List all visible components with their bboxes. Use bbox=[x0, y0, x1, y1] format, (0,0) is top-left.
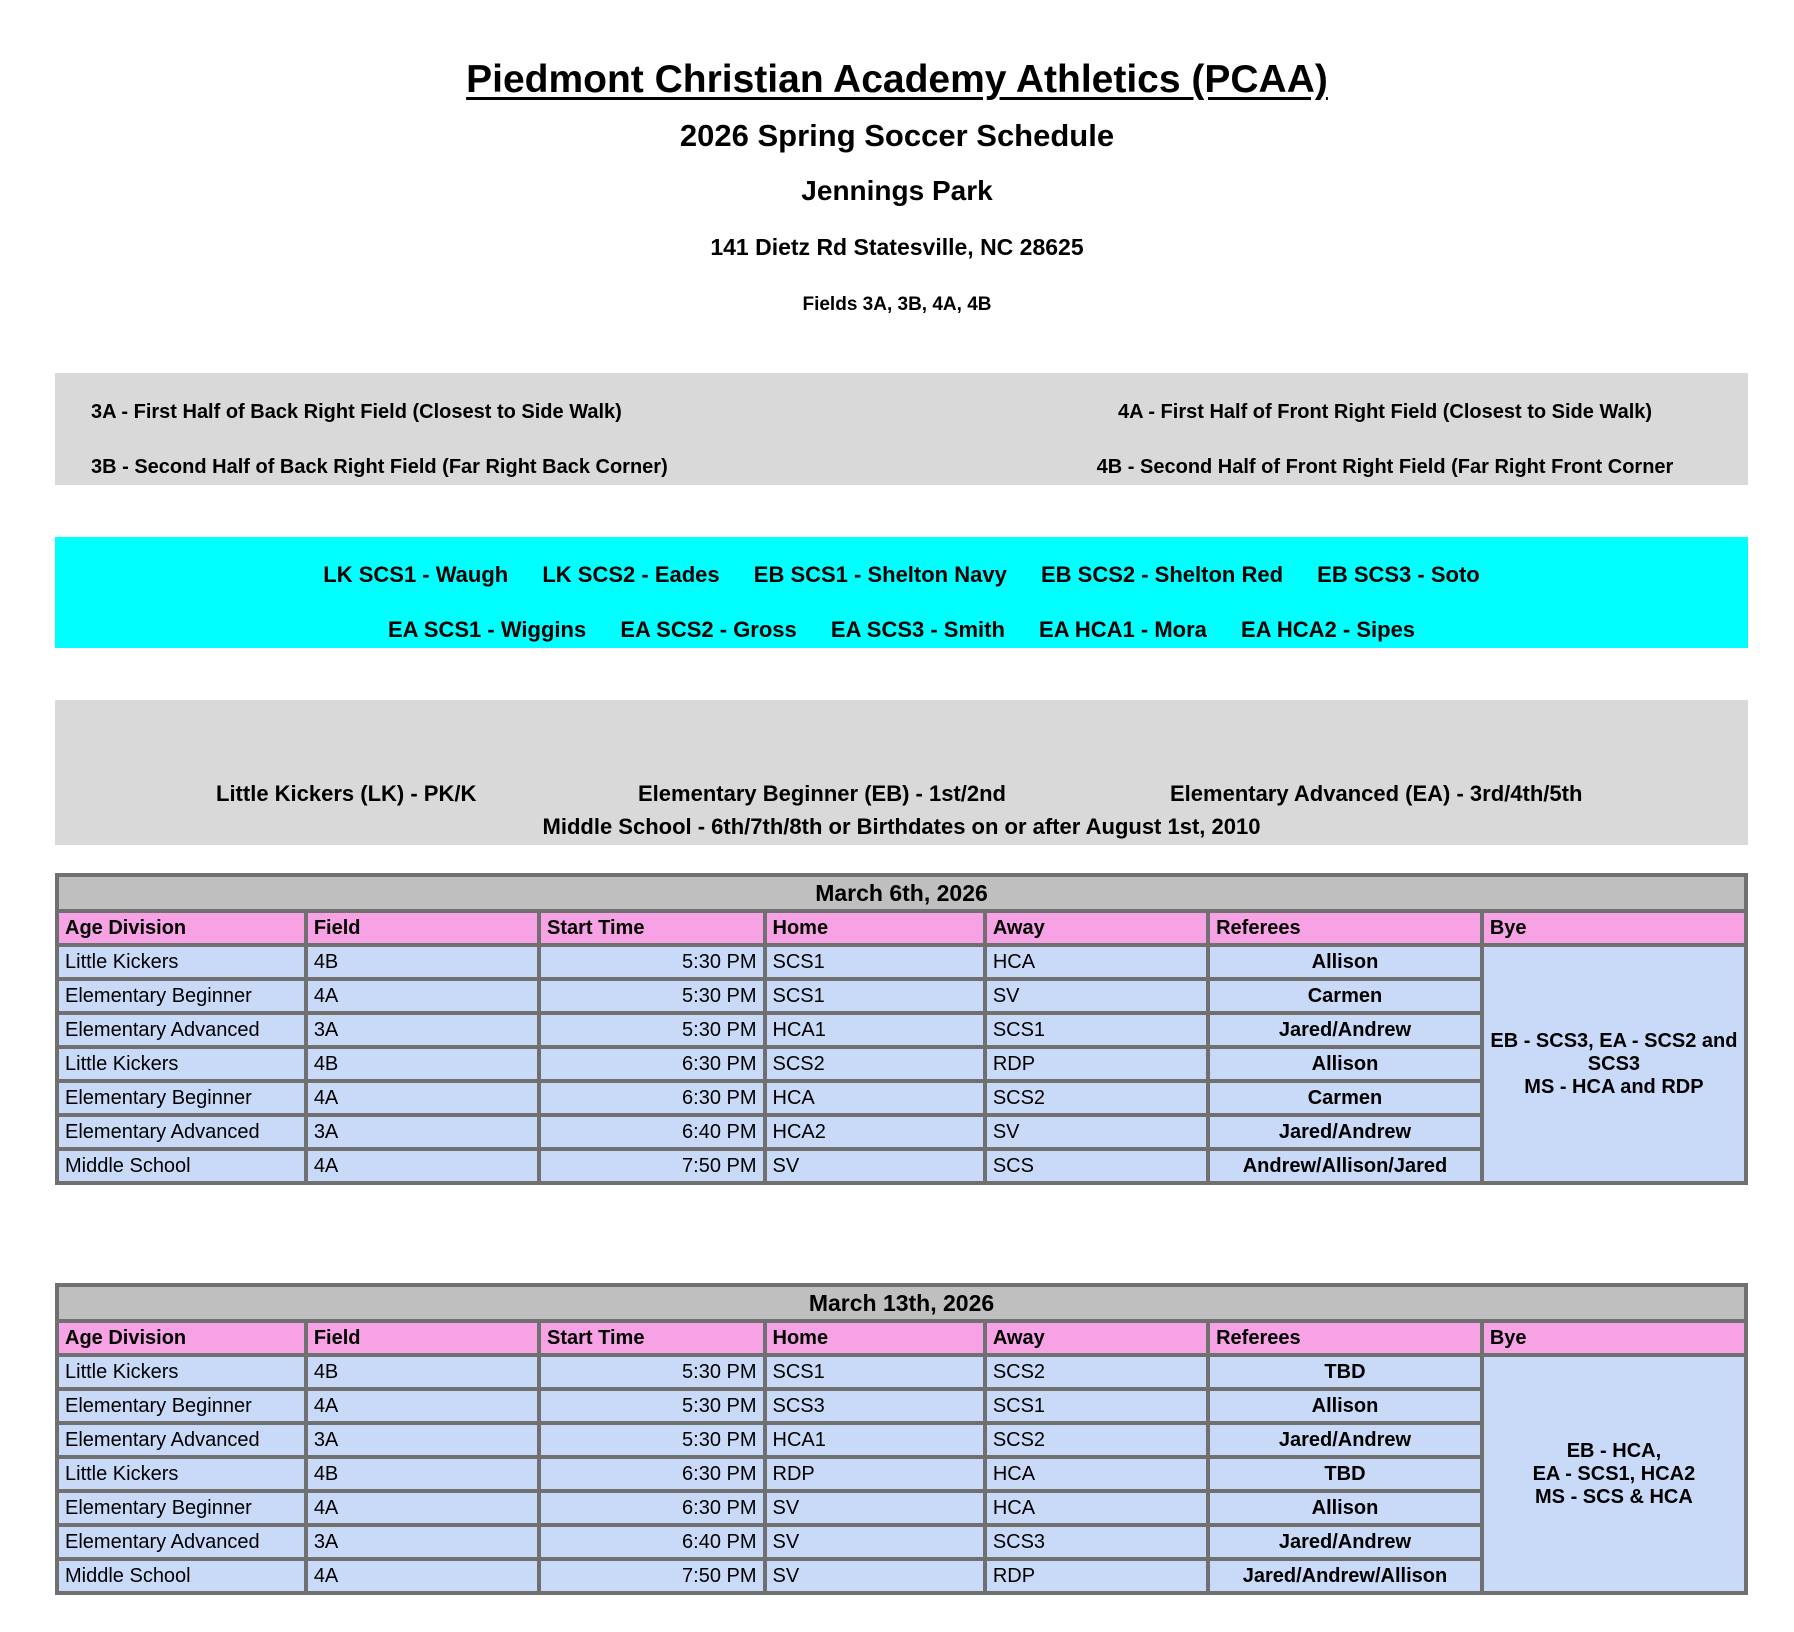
away-team-cell: SV bbox=[987, 981, 1206, 1011]
bye-line: EA - SCS1, HCA2 bbox=[1532, 1462, 1696, 1485]
start-time-cell: 5:30 PM bbox=[541, 1015, 762, 1045]
age-division-cell: Elementary Advanced bbox=[59, 1527, 304, 1557]
column-header: Bye bbox=[1484, 1323, 1744, 1353]
start-time-cell: 5:30 PM bbox=[541, 1391, 762, 1421]
home-team-cell: SV bbox=[767, 1151, 983, 1181]
coach-label: EB SCS3 - Soto bbox=[1317, 562, 1480, 587]
home-team-cell: SCS1 bbox=[767, 981, 983, 1011]
age-divisions-panel bbox=[55, 700, 1748, 845]
division-little-kickers: Little Kickers (LK) - PK/K bbox=[216, 781, 477, 806]
bye-line: EB - HCA, bbox=[1566, 1439, 1662, 1462]
bye-cell bbox=[1484, 1357, 1744, 1591]
table-row bbox=[59, 947, 1744, 977]
start-time-cell: 6:30 PM bbox=[541, 1083, 762, 1113]
away-team-cell: SCS2 bbox=[987, 1083, 1206, 1113]
field-cell: 4A bbox=[308, 981, 537, 1011]
coach-label: EB SCS1 - Shelton Navy bbox=[753, 562, 1007, 587]
column-header: Field bbox=[308, 913, 537, 943]
column-header: Bye bbox=[1484, 913, 1744, 943]
field-cell: 4B bbox=[308, 1049, 537, 1079]
field-descriptions-panel bbox=[55, 373, 1748, 485]
column-header: Away bbox=[987, 913, 1206, 943]
division-middle-school: Middle School - 6th/7th/8th or Birthdates on or after August 1st, 2010 bbox=[542, 814, 1261, 839]
field-cell: 3A bbox=[308, 1527, 537, 1557]
age-division-cell: Elementary Beginner bbox=[59, 1391, 304, 1421]
coach-label: EA HCA2 - Sipes bbox=[1241, 617, 1416, 642]
coach-label: LK SCS2 - Eades bbox=[542, 562, 720, 587]
column-header: Age Division bbox=[59, 1323, 304, 1353]
age-division-cell: Elementary Advanced bbox=[59, 1015, 304, 1045]
coach-label: EA HCA1 - Mora bbox=[1039, 617, 1207, 642]
field-cell: 4A bbox=[308, 1083, 537, 1113]
bye-line: MS - HCA and RDP bbox=[1524, 1075, 1704, 1098]
org-title: Piedmont Christian Academy Athletics (PCAA) bbox=[466, 58, 1328, 101]
home-team-cell: SCS1 bbox=[767, 947, 983, 977]
bye-line: EB - SCS3, EA - SCS2 and SCS3 bbox=[1490, 1029, 1738, 1075]
start-time-cell: 6:30 PM bbox=[541, 1049, 762, 1079]
fields-list: Fields 3A, 3B, 4A, 4B bbox=[802, 294, 992, 315]
park-address: 141 Dietz Rd Statesville, NC 28625 bbox=[710, 234, 1084, 260]
table-row bbox=[59, 1357, 1744, 1387]
start-time-cell: 5:30 PM bbox=[541, 1357, 762, 1387]
away-team-cell: SCS1 bbox=[987, 1391, 1206, 1421]
away-team-cell: SCS2 bbox=[987, 1357, 1206, 1387]
referees-cell: Jared/Andrew bbox=[1210, 1527, 1480, 1557]
age-division-cell: Elementary Advanced bbox=[59, 1425, 304, 1455]
age-division-cell: Little Kickers bbox=[59, 1357, 304, 1387]
referees-cell: Jared/Andrew bbox=[1210, 1015, 1480, 1045]
referees-cell: Carmen bbox=[1210, 1083, 1480, 1113]
coach-label: EA SCS1 - Wiggins bbox=[387, 617, 587, 642]
age-division-cell: Little Kickers bbox=[59, 1049, 304, 1079]
age-division-cell: Elementary Beginner bbox=[59, 981, 304, 1011]
bye-cell bbox=[1484, 947, 1744, 1181]
schedule-table-march-6 bbox=[55, 873, 1748, 1185]
home-team-cell: HCA1 bbox=[767, 1015, 983, 1045]
age-division-cell: Elementary Advanced bbox=[59, 1117, 304, 1147]
coach-label: EA SCS2 - Gross bbox=[620, 617, 797, 642]
start-time-cell: 6:30 PM bbox=[541, 1493, 762, 1523]
referees-cell: TBD bbox=[1210, 1459, 1480, 1489]
park-name: Jennings Park bbox=[801, 175, 993, 206]
away-team-cell: SCS1 bbox=[987, 1015, 1206, 1045]
field-cell: 4A bbox=[308, 1493, 537, 1523]
coach-label: LK SCS1 - Waugh bbox=[323, 562, 509, 587]
home-team-cell: SV bbox=[767, 1493, 983, 1523]
start-time-cell: 6:40 PM bbox=[541, 1117, 762, 1147]
schedule-date: March 6th, 2026 bbox=[59, 877, 1744, 909]
field-cell: 4B bbox=[308, 1459, 537, 1489]
start-time-cell: 6:40 PM bbox=[541, 1527, 762, 1557]
home-team-cell: HCA2 bbox=[767, 1117, 983, 1147]
home-team-cell: RDP bbox=[767, 1459, 983, 1489]
column-header: Start Time bbox=[541, 913, 762, 943]
away-team-cell: SV bbox=[987, 1117, 1206, 1147]
away-team-cell: HCA bbox=[987, 1493, 1206, 1523]
column-header: Away bbox=[987, 1323, 1206, 1353]
home-team-cell: SV bbox=[767, 1527, 983, 1557]
start-time-cell: 6:30 PM bbox=[541, 1459, 762, 1489]
age-division-cell: Little Kickers bbox=[59, 1459, 304, 1489]
field-cell: 4B bbox=[308, 1357, 537, 1387]
home-team-cell: HCA bbox=[767, 1083, 983, 1113]
column-header: Home bbox=[767, 1323, 983, 1353]
away-team-cell: SCS bbox=[987, 1151, 1206, 1181]
field-4b-description: 4B - Second Half of Front Right Field (Far Right Front Corner bbox=[1096, 456, 1674, 478]
column-header: Field bbox=[308, 1323, 537, 1353]
home-team-cell: SCS1 bbox=[767, 1357, 983, 1387]
coaches-row-2 bbox=[55, 617, 1748, 643]
division-elementary-advanced: Elementary Advanced (EA) - 3rd/4th/5th bbox=[1170, 781, 1583, 806]
referees-cell: Allison bbox=[1210, 1391, 1480, 1421]
coaches-row-1 bbox=[55, 562, 1748, 588]
referees-cell: Jared/Andrew bbox=[1210, 1425, 1480, 1455]
field-cell: 4A bbox=[308, 1151, 537, 1181]
age-division-cell: Little Kickers bbox=[59, 947, 304, 977]
field-cell: 4B bbox=[308, 947, 537, 977]
column-header: Referees bbox=[1210, 1323, 1480, 1353]
field-3a-description: 3A - First Half of Back Right Field (Closest to Side Walk) bbox=[91, 401, 622, 423]
away-team-cell: SCS3 bbox=[987, 1527, 1206, 1557]
start-time-cell: 7:50 PM bbox=[541, 1151, 762, 1181]
referees-cell: TBD bbox=[1210, 1357, 1480, 1387]
field-cell: 3A bbox=[308, 1117, 537, 1147]
schedule-table-march-13 bbox=[55, 1283, 1748, 1595]
home-team-cell: SV bbox=[767, 1561, 983, 1591]
schedule-date: March 13th, 2026 bbox=[59, 1287, 1744, 1319]
field-cell: 3A bbox=[308, 1015, 537, 1045]
field-cell: 4A bbox=[308, 1561, 537, 1591]
bye-line: MS - SCS & HCA bbox=[1535, 1485, 1693, 1508]
column-header: Home bbox=[767, 913, 983, 943]
referees-cell: Jared/Andrew bbox=[1210, 1117, 1480, 1147]
referees-cell: Allison bbox=[1210, 947, 1480, 977]
start-time-cell: 7:50 PM bbox=[541, 1561, 762, 1591]
away-team-cell: HCA bbox=[987, 1459, 1206, 1489]
field-cell: 4A bbox=[308, 1391, 537, 1421]
referees-cell: Andrew/Allison/Jared bbox=[1210, 1151, 1480, 1181]
home-team-cell: HCA1 bbox=[767, 1425, 983, 1455]
division-elementary-beginner: Elementary Beginner (EB) - 1st/2nd bbox=[638, 781, 1006, 806]
home-team-cell: SCS3 bbox=[767, 1391, 983, 1421]
age-division-cell: Elementary Beginner bbox=[59, 1493, 304, 1523]
away-team-cell: RDP bbox=[987, 1049, 1206, 1079]
field-cell: 3A bbox=[308, 1425, 537, 1455]
coaches-panel bbox=[55, 537, 1748, 648]
field-3b-description: 3B - Second Half of Back Right Field (Far Right Back Corner) bbox=[91, 456, 668, 478]
referees-cell: Allison bbox=[1210, 1049, 1480, 1079]
coach-label: EB SCS2 - Shelton Red bbox=[1040, 562, 1284, 587]
away-team-cell: SCS2 bbox=[987, 1425, 1206, 1455]
schedule-title: 2026 Spring Soccer Schedule bbox=[679, 118, 1115, 153]
start-time-cell: 5:30 PM bbox=[541, 981, 762, 1011]
column-header: Referees bbox=[1210, 913, 1480, 943]
coach-label: EA SCS3 - Smith bbox=[830, 617, 1005, 642]
column-header: Age Division bbox=[59, 913, 304, 943]
column-header: Start Time bbox=[541, 1323, 762, 1353]
home-team-cell: SCS2 bbox=[767, 1049, 983, 1079]
away-team-cell: RDP bbox=[987, 1561, 1206, 1591]
start-time-cell: 5:30 PM bbox=[541, 1425, 762, 1455]
age-division-cell: Middle School bbox=[59, 1151, 304, 1181]
referees-cell: Allison bbox=[1210, 1493, 1480, 1523]
age-division-cell: Elementary Beginner bbox=[59, 1083, 304, 1113]
start-time-cell: 5:30 PM bbox=[541, 947, 762, 977]
age-division-cell: Middle School bbox=[59, 1561, 304, 1591]
referees-cell: Jared/Andrew/Allison bbox=[1210, 1561, 1480, 1591]
away-team-cell: HCA bbox=[987, 947, 1206, 977]
field-4a-description: 4A - First Half of Front Right Field (Closest to Side Walk) bbox=[1117, 401, 1653, 423]
referees-cell: Carmen bbox=[1210, 981, 1480, 1011]
